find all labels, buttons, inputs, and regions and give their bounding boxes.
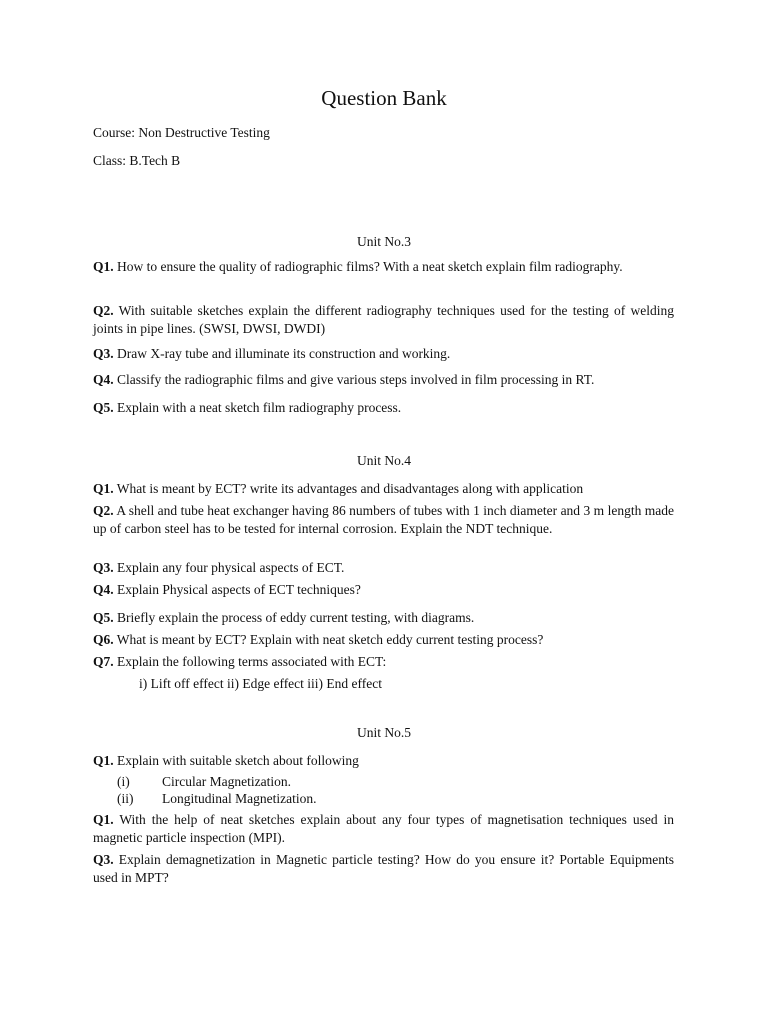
unit3-question-4: [93, 371, 674, 389]
question-text: What is meant by ECT? write its advantages and disadvantages along with application: [116, 481, 584, 496]
question-text: Briefly explain the process of eddy current testing, with diagrams.: [117, 610, 475, 625]
unit-5-heading: Unit No.5: [357, 725, 411, 740]
question-text: With the help of neat sketches explain about any four types of magnetisation techniques used in magnetic particle inspection (MPI).: [93, 812, 674, 845]
unit4-question-6: [93, 631, 674, 649]
question-text: Explain with a neat sketch film radiography process.: [117, 400, 402, 415]
unit-4-heading: Unit No.4: [357, 453, 411, 468]
question-number: Q4.: [93, 372, 114, 387]
list-marker: (i): [117, 774, 130, 789]
question-number: Q7.: [93, 654, 114, 669]
question-number: Q2.: [93, 503, 114, 518]
unit4-q7-sub-items: i) Lift off effect ii) Edge effect iii) End effect: [139, 676, 383, 691]
question-text: Draw X-ray tube and illuminate its construction and working.: [117, 346, 451, 361]
question-text: Explain with suitable sketch about following: [117, 753, 359, 768]
question-number: Q1.: [93, 259, 114, 274]
question-text: Classify the radiographic films and give various steps involved in film processing in RT.: [117, 372, 595, 387]
question-text: Explain demagnetization in Magnetic particle testing? How do you ensure it? Portable Equipments used in MPT?: [93, 852, 674, 885]
question-number: Q1.: [93, 481, 114, 496]
unit3-question-2: [93, 302, 674, 338]
question-text: With suitable sketches explain the different radiography techniques used for the testing of welding joints in pipe lines. (SWSI, DWSI, DWDI): [93, 303, 674, 336]
question-number: Q1.: [93, 812, 114, 827]
unit4-question-2: [93, 502, 674, 538]
question-number: Q5.: [93, 400, 114, 415]
question-text: How to ensure the quality of radiographic films? With a neat sketch explain film radiography.: [117, 259, 623, 274]
unit4-question-3: [93, 559, 674, 577]
question-number: Q6.: [93, 632, 114, 647]
question-number: Q4.: [93, 582, 114, 597]
question-number: Q3.: [93, 346, 114, 361]
question-number: Q2.: [93, 303, 114, 318]
unit4-question-4: [93, 581, 674, 599]
question-number: Q1.: [93, 753, 114, 768]
question-text: What is meant by ECT? Explain with neat sketch eddy current testing process?: [116, 632, 544, 647]
question-text: Explain any four physical aspects of ECT.: [117, 560, 345, 575]
class-line: Class: B.Tech B: [93, 153, 181, 168]
page-title: Question Bank: [321, 86, 447, 110]
list-item-circular: Circular Magnetization.: [162, 774, 291, 789]
question-text: Explain Physical aspects of ECT techniques?: [117, 582, 361, 597]
unit4-question-7: [93, 653, 674, 671]
unit5-question-1: [93, 752, 674, 770]
question-text: Explain the following terms associated with ECT:: [117, 654, 387, 669]
unit5-question-1b: [93, 811, 674, 847]
question-number: Q5.: [93, 610, 114, 625]
list-item-longitudinal: Longitudinal Magnetization.: [162, 791, 317, 806]
unit-3-heading: Unit No.3: [357, 234, 411, 249]
unit4-question-5: [93, 609, 674, 627]
question-number: Q3.: [93, 560, 114, 575]
unit4-question-1: [93, 480, 674, 498]
question-number: Q3.: [93, 852, 114, 867]
course-line: Course: Non Destructive Testing: [93, 125, 270, 140]
unit3-question-3: [93, 345, 674, 363]
question-text: A shell and tube heat exchanger having 86 numbers of tubes with 1 inch diameter and 3 m length made up of carbon steel has to be tested for internal corrosion. Explain the NDT technique.: [93, 503, 674, 536]
unit3-question-5: [93, 399, 674, 417]
unit5-question-3: [93, 851, 674, 887]
unit3-question-1: [93, 258, 674, 276]
list-marker: (ii): [117, 791, 134, 806]
